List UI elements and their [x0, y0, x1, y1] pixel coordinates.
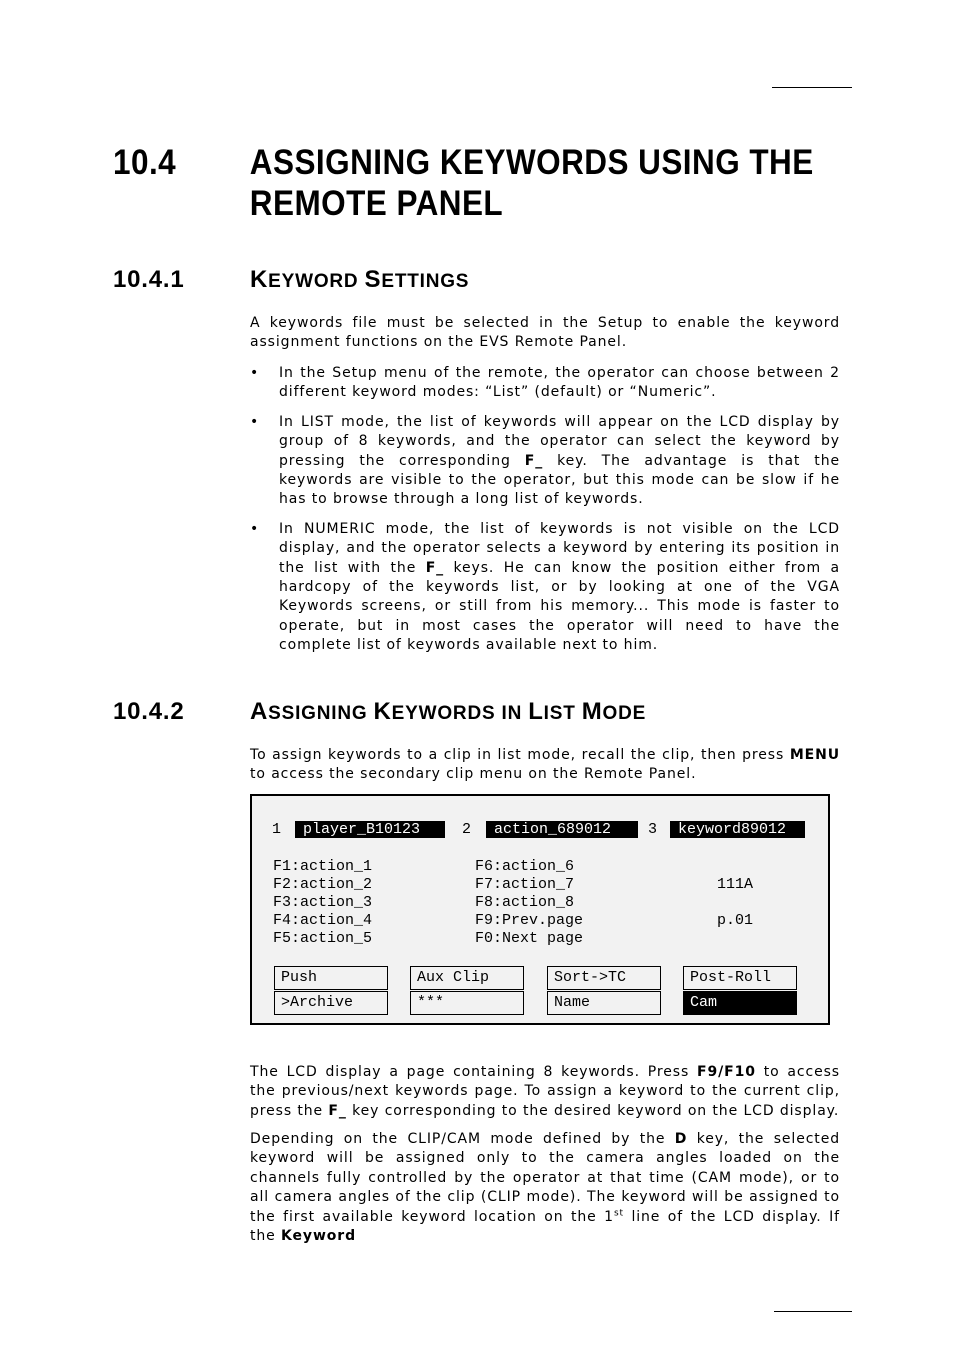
- aux-clip-button[interactable]: Aux Clip: [410, 966, 524, 990]
- name-button[interactable]: Name: [547, 991, 661, 1015]
- clip-id: 111A: [717, 876, 754, 893]
- star-button[interactable]: ***: [410, 991, 524, 1015]
- function-key-label: F8:action_8: [475, 894, 575, 911]
- list-item: • In LIST mode, the list of keywords will appear on the LCD display by group of 8 keywords, and the operator can select the keyword by pressing the corresponding F_ key. The advantage is that the keywords are visible to the operator, but this mode can be slow if he has to browse through a long list of keywords.: [250, 413, 840, 510]
- sort-tc-button[interactable]: Sort->TC: [547, 966, 661, 990]
- subsection-number: 10.4.2: [113, 698, 185, 725]
- keyword-slot-index: 3: [648, 821, 658, 838]
- clip-cam-mode-description: Depending on the CLIP/CAM mode defined by the D key, the selected keyword will be assigned only to the camera angles loaded on the channels fully controlled by the operator at that time (CAM mode), or to all camera angles of the clip (CLIP mode). The keyword will be assigned to the first available keyword location on the 1st line of the LCD display. If the Keyword: [250, 1131, 841, 1245]
- lcd-display: [250, 794, 830, 1025]
- cam-button[interactable]: Cam: [683, 991, 797, 1015]
- list-item: • In NUMERIC mode, the list of keywords is not visible on the LCD display, and the operator selects a keyword by entering its position in the list with the F_ keys. He can know the position either from a hardcopy of the keywords list, or by looking at one of the VGA Keywords screens, or still from his memory... This mode is faster to operate, but in most cases the operator will need to have the complete list of keywords available next to him.: [250, 520, 840, 656]
- keyword-slot: player_B10123: [295, 821, 445, 838]
- list-item: • In the Setup menu of the remote, the operator can choose between 2 different keyword modes: “List” (default) or “Numeric”.: [250, 364, 840, 403]
- keyword-slot: keyword89012: [670, 821, 805, 838]
- section-number: 10.4: [113, 143, 177, 182]
- section-title: ASSIGNING KEYWORDS USING THE REMOTE PANEL: [249, 143, 814, 223]
- function-key-label: F1:action_1: [273, 858, 373, 875]
- keyword-mode-list: [250, 364, 840, 656]
- subsection-number: 10.4.1: [113, 266, 185, 293]
- footer-rule: [774, 1311, 852, 1312]
- function-key-label: F9:Prev.page: [475, 912, 584, 929]
- function-key-label: F7:action_7: [475, 876, 575, 893]
- keyword-slot-index: 2: [462, 821, 472, 838]
- subsection-title: KEYWORD SETTINGS: [250, 266, 470, 293]
- subsection-title: ASSIGNING KEYWORDS IN LIST MODE: [250, 698, 647, 725]
- push-button[interactable]: Push: [274, 966, 388, 990]
- post-roll-button[interactable]: Post-Roll: [683, 966, 797, 990]
- page-indicator: p.01: [717, 912, 754, 929]
- function-key-label: F0:Next page: [475, 930, 584, 947]
- function-key-label: F2:action_2: [273, 876, 373, 893]
- list-mode-intro: To assign keywords to a clip in list mode, recall the clip, then press MENU to access the secondary clip menu on the Remote Panel.: [250, 747, 840, 783]
- keyword-slot: action_689012: [486, 821, 638, 838]
- keyword-slot-index: 1: [272, 821, 282, 838]
- archive-button[interactable]: >Archive: [274, 991, 388, 1015]
- function-key-label: F6:action_6: [475, 858, 575, 875]
- keyword-settings-intro: A keywords file must be selected in the Setup to enable the keyword assignment functions on the EVS Remote Panel.: [250, 315, 840, 351]
- function-key-label: F3:action_3: [273, 894, 373, 911]
- lcd-description: The LCD display a page containing 8 keywords. Press F9/F10 to access the previous/next keywords page. To assign a keyword to the current clip, press the F_ key corresponding to the desired keyword on the LCD display.: [250, 1064, 840, 1119]
- header-rule: [772, 87, 852, 88]
- function-key-label: F4:action_4: [273, 912, 373, 929]
- function-key-label: F5:action_5: [273, 930, 373, 947]
